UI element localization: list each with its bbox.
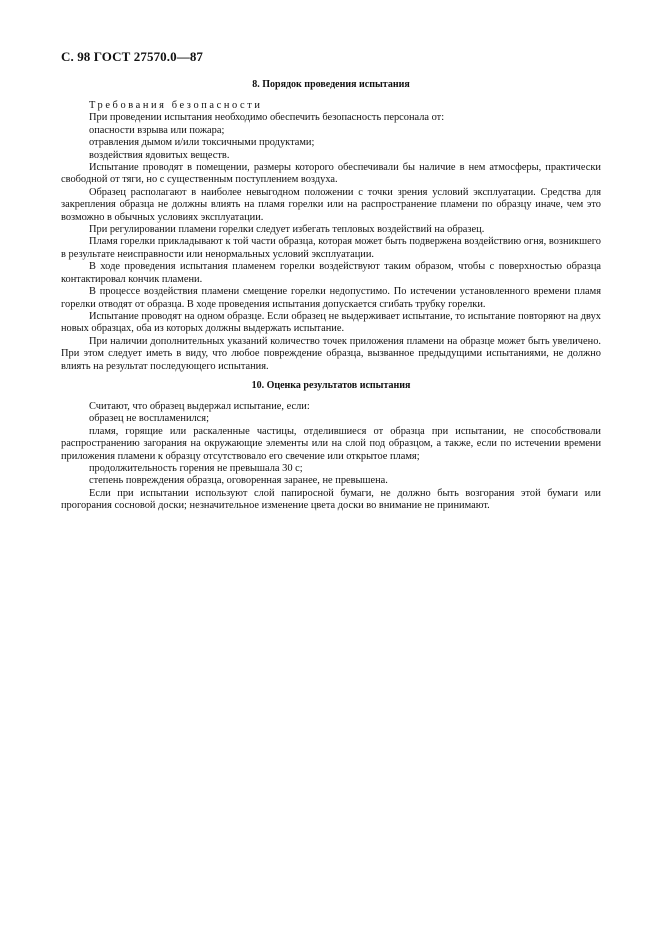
list-item: образец не воспламенился; — [89, 413, 209, 425]
paragraph: При проведении испытания необходимо обеспечить безопасность персонала от: — [89, 112, 445, 124]
list-item: продолжительность горения не превышала 30 с; — [89, 463, 303, 475]
section-10-body — [61, 401, 601, 513]
safety-requirements-subheading: Требования безопасности — [89, 100, 263, 111]
list-item: пламя, горящие или раскаленные частицы, отделившиеся от образца при испытании, не способствовали распространению загорания на окружающие элементы или на слой под образцом, а также, если по истечении времени приложения пламени к образцу отсутствовало его свечение или открытое пламя; — [61, 425, 601, 462]
list-item: степень повреждения образца, оговоренная заранее, не превышена. — [89, 475, 388, 487]
list-item: отравления дымом и/или токсичными продуктами; — [89, 137, 315, 149]
paragraph: Пламя горелки прикладывают к той части образца, которая может быть подвержена воздействию огня, возникшего в результате неисправности или ненормальных условий эксплуатации. — [61, 236, 601, 260]
paragraph: Считают, что образец выдержал испытание, если: — [89, 401, 310, 412]
list-item: опасности взрыва или пожара; — [89, 124, 225, 136]
paragraph: Если при испытании используют слой папиросной бумаги, не должно быть возгорания этой бумаги или прогорания сосновой доски; незначительное изменение цвета доски во внимание не принимают. — [61, 487, 601, 512]
section-8-body — [61, 100, 601, 373]
paragraph: Образец располагают в наиболее невыгодном положении с точки зрения условий эксплуатации. Средства для закрепления образца не должны влиять на пламя горелки или на распространение пламени по образцу иначе, чем это возможно в обычных условиях эксплуатации. — [61, 186, 601, 223]
paragraph: Испытание проводят в помещении, размеры которого обеспечивали бы наличие в нем атмосферы, практически свободной от тяги, но с существенным поступлением воздуха. — [61, 162, 601, 186]
running-head: С. 98 ГОСТ 27570.0—87 — [61, 49, 204, 64]
paragraph: В процессе воздействия пламени смещение горелки недопустимо. По истечении установленного времени пламя горелки отводят от образца. В ходе проведения испытания допускается сгибать трубку горелки. — [61, 286, 601, 310]
section-8-title: 8. Порядок проведения испытания — [252, 79, 410, 90]
list-item: воздействия ядовитых веществ. — [89, 149, 230, 161]
section-10-title: 10. Оценка результатов испытания — [251, 380, 411, 391]
paragraph: В ходе проведения испытания пламенем горелки воздействуют таким образом, чтобы с поверхностью образца контактировал кончик пламени. — [61, 261, 601, 285]
paragraph: При регулировании пламени горелки следует избегать тепловых воздействий на образец. — [89, 224, 485, 236]
paragraph: При наличии дополнительных указаний количество точек приложения пламени на образце может быть увеличено. При этом следует иметь в виду, что любое повреждение образца, вызванное предыдущими испытаниями, не должно влиять на результат последующего испытания. — [61, 335, 601, 372]
paragraph: Испытание проводят на одном образце. Если образец не выдерживает испытание, то испытание повторяют на двух новых образцах, оба из которых должны выдержать испытание. — [61, 310, 601, 335]
